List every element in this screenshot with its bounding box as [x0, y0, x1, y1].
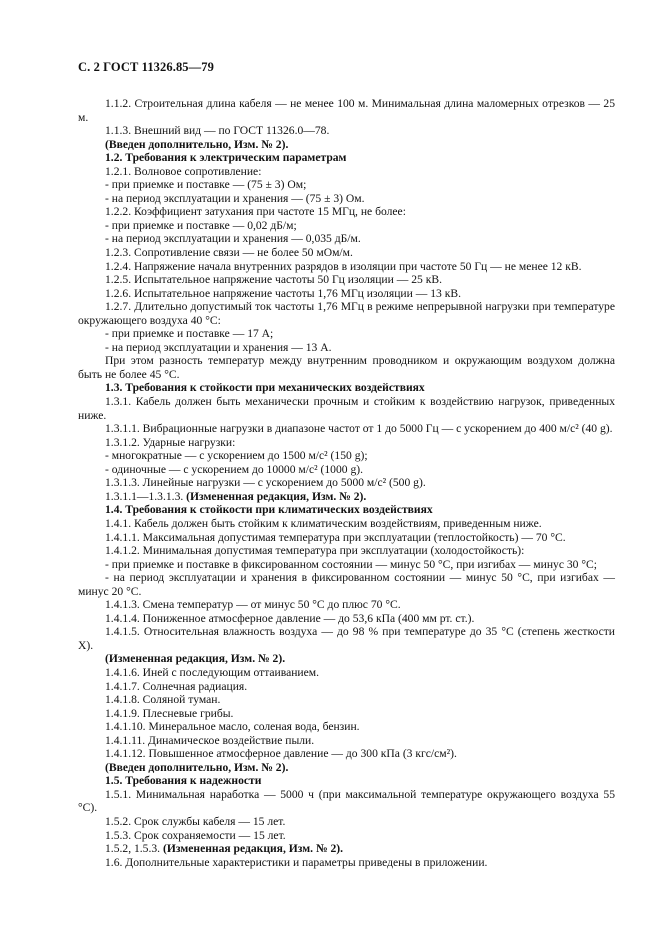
paragraph [78, 463, 615, 477]
section-heading [78, 151, 615, 165]
paragraph-text: 1.4. Требования к стойкости при климатических воздействиях [105, 503, 433, 517]
paragraph-text: - при приемке и поставке — 0,02 дБ/м; [105, 218, 297, 232]
paragraph [78, 354, 615, 381]
paragraph [78, 395, 615, 422]
paragraph-text: (Введен дополнительно, Изм. № 2). [105, 760, 289, 774]
paragraph-text: 1.5.1. Минимальная наработка — 5000 ч (при максимальной температуре окружающего воздуха 55 °С). [78, 787, 615, 815]
paragraph [78, 165, 615, 179]
paragraph-text: - многократные — с ускорением до 1500 м/с² (150 g); [105, 449, 368, 463]
paragraph-text: 1.2.2. Коэффициент затухания при частоте 15 МГц, не более: [105, 205, 406, 219]
paragraph-text: 1.6. Дополнительные характеристики и параметры приведены в приложении. [105, 855, 488, 869]
paragraph-text: 1.2. Требования к электрическим параметрам [105, 151, 347, 165]
paragraph-text: 1.4.1.11. Динамическое воздействие пыли. [105, 733, 315, 747]
paragraph-text: 1.4.1.9. Плесневые грибы. [105, 706, 234, 720]
paragraph-text: 1.4.1.2. Минимальная допустимая температура при эксплуатации (холодостойкость): [105, 544, 525, 558]
paragraph [78, 612, 615, 626]
paragraph-text: 1.2.1. Волновое сопротивление: [105, 164, 262, 178]
paragraph [78, 598, 615, 612]
paragraph-text: 1.3.1.1. Вибрационные нагрузки в диапазоне частот от 1 до 5000 Гц — с ускорением до 400 м/с² (40 g). [105, 422, 613, 436]
paragraph-text: 1.2.3. Сопротивление связи — не более 50 мОм/м. [105, 246, 353, 260]
paragraph-text: 1.4.1.5. Относительная влажность воздуха — до 98 % при температуре до 35 °С (степень жесткости X). [78, 625, 615, 652]
section-heading [78, 503, 615, 517]
page-header: С. 2 ГОСТ 11326.85—79 [78, 60, 214, 74]
paragraph [78, 273, 615, 287]
paragraph [78, 829, 615, 843]
paragraph-text: 1.4.1.7. Солнечная радиация. [105, 679, 248, 693]
paragraph-text: 1.2.6. Испытательное напряжение частоты 1,76 МГц изоляции — 13 кВ. [105, 286, 461, 300]
paragraph-text: 1.3.1.1—1.3.1.3. [105, 489, 187, 503]
paragraph [78, 693, 615, 707]
paragraph [78, 842, 615, 856]
paragraph-text: 1.5.2, 1.5.3. [105, 842, 163, 856]
paragraph [78, 788, 615, 815]
paragraph-text: 1.5. Требования к надежности [105, 774, 262, 788]
paragraph [78, 327, 615, 341]
paragraph [78, 97, 615, 124]
paragraph [78, 747, 615, 761]
section-heading [78, 138, 615, 152]
section-heading [78, 381, 615, 395]
document-page [78, 60, 615, 869]
paragraph [78, 192, 615, 206]
paragraph-text: 1.3.1. Кабель должен быть механически прочным и стойким к воздействию нагрузок, приведенных ниже. [78, 395, 615, 422]
paragraph [78, 260, 615, 274]
amendment-note: (Измененная редакция, Изм. № 2). [162, 842, 344, 856]
paragraph-text: - при приемке и поставке — (75 ± 3) Ом; [105, 178, 307, 192]
amendment-note: (Измененная редакция, Изм. № 2). [186, 489, 367, 503]
paragraph-text: 1.2.7. Длительно допустимый ток частоты 1,76 МГц в режиме непрерывной нагрузки при температуре окружающего воздуха 40 °С: [78, 300, 615, 327]
paragraph-text: При этом разность температур между внутренним проводником и окружающим воздухом должна быть не более 45 °С. [78, 354, 615, 381]
paragraph-text: 1.4.1.6. Иней с последующим оттаиванием. [105, 665, 320, 679]
paragraph-text: - при приемке и поставке в фиксированном состоянии — минус 50 °С, при изгибах — минус 30 °С; [105, 557, 597, 571]
paragraph-text: 1.3. Требования к стойкости при механических воздействиях [105, 381, 425, 395]
paragraph [78, 666, 615, 680]
section-heading [78, 652, 615, 666]
paragraph-text: - на период эксплуатации и хранения — (75 ± 3) Ом. [105, 191, 365, 205]
paragraph-text: 1.4.1.10. Минеральное масло, соленая вода, бензин. [105, 720, 360, 734]
paragraph-text: 1.2.4. Напряжение начала внутренних разрядов в изоляции при частоте 50 Гц — не менее 12 кВ. [105, 259, 582, 273]
paragraph [78, 476, 615, 490]
paragraph [78, 124, 615, 138]
paragraph [78, 544, 615, 558]
paragraph-text: 1.4.1.4. Пониженное атмосферное давление — до 53,6 кПа (400 мм рт. ст.). [105, 611, 475, 625]
paragraph-text: - на период эксплуатации и хранения — 0,035 дБ/м. [105, 232, 361, 246]
paragraph-text: 1.4.1.12. Повышенное атмосферное давление — до 300 кПа (3 кгс/см²). [105, 747, 457, 761]
section-heading [78, 761, 615, 775]
paragraph-text: 1.5.2. Срок службы кабеля — 15 лет. [105, 814, 286, 828]
paragraph-text: 1.2.5. Испытательное напряжение частоты 50 Гц изоляции — 25 кВ. [105, 273, 442, 287]
paragraph [78, 720, 615, 734]
document-body [78, 97, 615, 869]
section-heading [78, 774, 615, 788]
paragraph-text: 1.5.3. Срок сохраняемости — 15 лет. [105, 828, 286, 842]
paragraph-text: 1.4.1.3. Смена температур — от минус 50 °С до плюс 70 °С. [105, 598, 401, 612]
paragraph [78, 707, 615, 721]
paragraph-text: - при приемке и поставке — 17 А; [105, 327, 274, 341]
paragraph-text: 1.4.1.8. Соляной туман. [105, 693, 221, 707]
paragraph [78, 734, 615, 748]
paragraph-text: 1.4.1.1. Максимальная допустимая температура при эксплуатации (теплостойкость) — 70 °С. [105, 530, 566, 544]
paragraph [78, 422, 615, 436]
paragraph [78, 246, 615, 260]
paragraph [78, 856, 615, 870]
paragraph-text: (Измененная редакция, Изм. № 2). [105, 652, 286, 666]
paragraph [78, 287, 615, 301]
paragraph [78, 815, 615, 829]
paragraph-text: 1.3.1.3. Линейные нагрузки — с ускорением до 5000 м/с² (500 g). [105, 476, 426, 490]
paragraph [78, 178, 615, 192]
paragraph-text: 1.3.1.2. Ударные нагрузки: [105, 435, 236, 449]
paragraph-text: (Введен дополнительно, Изм. № 2). [105, 137, 289, 151]
paragraph [78, 558, 615, 572]
paragraph-text: - на период эксплуатации и хранения — 13 А. [105, 340, 332, 354]
paragraph [78, 571, 615, 598]
paragraph [78, 436, 615, 450]
paragraph-text: 1.4.1. Кабель должен быть стойким к климатическим воздействиям, приведенным ниже. [105, 516, 542, 530]
paragraph-text: - на период эксплуатации и хранения в фиксированном состоянии — минус 50 °С, при изгибах — минус 20 °С. [78, 571, 615, 598]
paragraph [78, 449, 615, 463]
paragraph-text: 1.1.2. Строительная длина кабеля — не менее 100 м. Минимальная длина маломерных отрезков — 25 м. [78, 97, 615, 124]
paragraph [78, 300, 615, 327]
paragraph-text: - одиночные — с ускорением до 10000 м/с² (1000 g). [105, 462, 364, 476]
paragraph [78, 219, 615, 233]
paragraph [78, 517, 615, 531]
paragraph [78, 341, 615, 355]
paragraph [78, 531, 615, 545]
paragraph [78, 232, 615, 246]
paragraph [78, 625, 615, 652]
paragraph [78, 490, 615, 504]
paragraph-text: 1.1.3. Внешний вид — по ГОСТ 11326.0—78. [105, 124, 330, 138]
paragraph [78, 680, 615, 694]
paragraph [78, 205, 615, 219]
